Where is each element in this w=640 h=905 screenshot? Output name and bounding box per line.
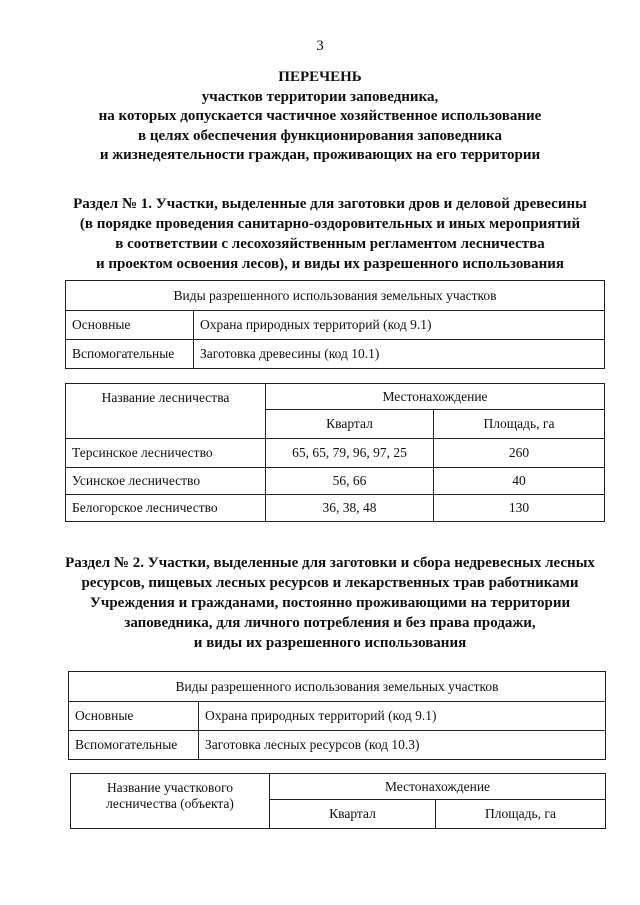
table-header-row [66, 281, 605, 311]
col-forestry-name [71, 774, 270, 829]
title-line: в целях обеспечения функционирования заповедника [138, 127, 502, 144]
forestry-quarter: 65, 65, 79, 96, 97, 25 [266, 439, 434, 468]
forestry-name: Усинское лесничество [66, 468, 266, 495]
table-header-row [69, 672, 606, 702]
table-row [66, 340, 605, 369]
section-1-location-table [65, 383, 605, 522]
forestry-area: 260 [434, 439, 605, 468]
usage-type-value: Охрана природных территорий (код 9.1) [199, 702, 606, 731]
col-location: Местонахождение [270, 774, 606, 800]
table-row [66, 311, 605, 340]
table-header-row [71, 774, 606, 800]
section-2-usage-table [68, 671, 606, 760]
forestry-area: 130 [434, 495, 605, 522]
usage-type-label: Вспомогательные [69, 731, 199, 760]
forestry-name: Белогорское лесничество [66, 495, 266, 522]
table-row [66, 468, 605, 495]
col-forestry-name-line: Название участкового [106, 780, 234, 795]
title-line: на которых допускается частичное хозяйственное использование [98, 108, 542, 124]
col-location: Местонахождение [266, 384, 605, 410]
section-1-title [30, 194, 630, 274]
title-heading: ПЕРЕЧЕНЬ [278, 69, 362, 85]
section-2-title [30, 553, 630, 653]
document-title [0, 68, 640, 166]
section-2-title-line: и виды их разрешенного использования [193, 635, 467, 651]
usage-type-label: Основные [69, 702, 199, 731]
col-quarter: Квартал [270, 800, 436, 829]
table-header-row [66, 384, 605, 410]
section-1-title-line: Раздел № 1. Участки, выделенные для заготовки дров и деловой древесины [73, 196, 587, 212]
page-number: 3 [316, 38, 324, 54]
table-row [69, 731, 606, 760]
table-row [66, 439, 605, 468]
forestry-quarter: 36, 38, 48 [266, 495, 434, 522]
section-1-usage-table [65, 280, 605, 369]
title-line: и жизнедеятельности граждан, проживающих на его территории [99, 147, 541, 163]
col-quarter: Квартал [266, 410, 434, 439]
section-2-title-line: заповедника, для личного потребления и без права продажи, [124, 615, 536, 631]
forestry-area: 40 [434, 468, 605, 495]
table-row [69, 702, 606, 731]
forestry-name: Терсинское лесничество [66, 439, 266, 468]
usage-table-header: Виды разрешенного использования земельных участков [66, 281, 605, 311]
section-2-location-table [70, 773, 606, 829]
section-1-title-line: и проектом освоения лесов), и виды их разрешенного использования [95, 256, 565, 272]
usage-table-header: Виды разрешенного использования земельных участков [69, 672, 606, 702]
section-2-title-line: Раздел № 2. Участки, выделенные для заготовки и сбора недревесных лесных [65, 555, 595, 571]
col-forestry-name-line: лесничества (объекта) [106, 796, 234, 811]
usage-type-label: Вспомогательные [66, 340, 194, 369]
usage-type-label: Основные [66, 311, 194, 340]
title-line: участков территории заповедника, [201, 88, 439, 105]
section-1-title-line: в соответствии с лесохозяйственным регламентом лесничества [115, 236, 545, 252]
section-1-title-line: (в порядке проведения санитарно-оздоровительных и иных мероприятий [79, 216, 581, 232]
usage-type-value: Заготовка древесины (код 10.1) [194, 340, 605, 369]
col-area: Площадь, га [434, 410, 605, 439]
col-area: Площадь, га [436, 800, 606, 829]
table-row [66, 495, 605, 522]
usage-type-value: Охрана природных территорий (код 9.1) [194, 311, 605, 340]
col-forestry-name: Название лесничества [66, 384, 266, 439]
section-2-title-line: Учреждения и гражданами, постоянно проживающими на территории [89, 595, 571, 611]
section-2-title-line: ресурсов, пищевых лесных ресурсов и лекарственных трав работниками [81, 575, 579, 591]
usage-type-value: Заготовка лесных ресурсов (код 10.3) [199, 731, 606, 760]
forestry-quarter: 56, 66 [266, 468, 434, 495]
